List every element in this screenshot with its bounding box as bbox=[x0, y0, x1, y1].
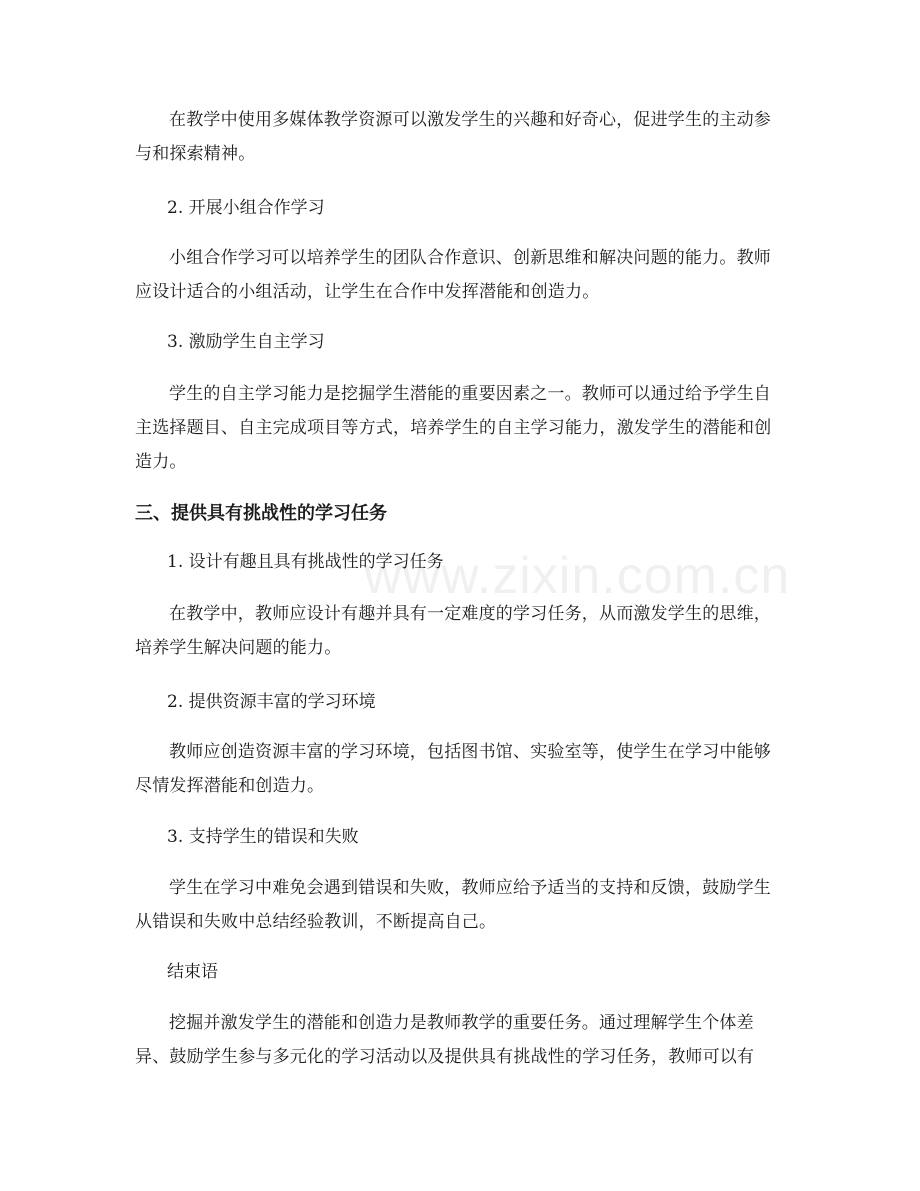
paragraph-multimedia: 在教学中使用多媒体教学资源可以激发学生的兴趣和好奇心，促进学生的主动参与和探索精神。 bbox=[135, 110, 771, 164]
watermark: www.zixin.com.cn bbox=[364, 547, 791, 605]
paragraph-challenging-tasks: 在教学中，教师应设计有趣并具有一定难度的学习任务，从而激发学生的思维，培养学生解决问题的能力。 bbox=[135, 604, 771, 658]
item-learning-environment: 2. 提供资源丰富的学习环境 bbox=[167, 692, 376, 712]
item-group-learning: 2. 开展小组合作学习 bbox=[167, 198, 325, 218]
item-self-learning: 3. 激励学生自主学习 bbox=[167, 332, 325, 352]
section-heading: 三、提供具有挑战性的学习任务 bbox=[135, 503, 387, 524]
paragraph-learning-environment: 教师应创造资源丰富的学习环境，包括图书馆、实验室等，使学生在学习中能够尽情发挥潜能和创造力。 bbox=[135, 742, 771, 796]
item-errors-failures: 3. 支持学生的错误和失败 bbox=[167, 827, 359, 847]
paragraph-conclusion: 挖掘并激发学生的潜能和创造力是教师教学的重要任务。通过理解学生个体差异、鼓励学生参与多元化的学习活动以及提供具有挑战性的学习任务，教师可以有 bbox=[135, 1013, 755, 1067]
conclusion-label: 结束语 bbox=[167, 962, 218, 982]
item-challenging-tasks: 1. 设计有趣且具有挑战性的学习任务 bbox=[167, 552, 444, 572]
paragraph-self-learning: 学生的自主学习能力是挖掘学生潜能的重要因素之一。教师可以通过给予学生自主选择题目、自主完成项目等方式，培养学生的自主学习能力，激发学生的潜能和创造力。 bbox=[135, 384, 772, 472]
paragraph-errors-failures: 学生在学习中难免会遇到错误和失败，教师应给予适当的支持和反馈，鼓励学生从错误和失败中总结经验教训，不断提高自己。 bbox=[135, 878, 771, 932]
paragraph-group-learning: 小组合作学习可以培养学生的团队合作意识、创新思维和解决问题的能力。教师应设计适合的小组活动，让学生在合作中发挥潜能和创造力。 bbox=[135, 248, 771, 302]
